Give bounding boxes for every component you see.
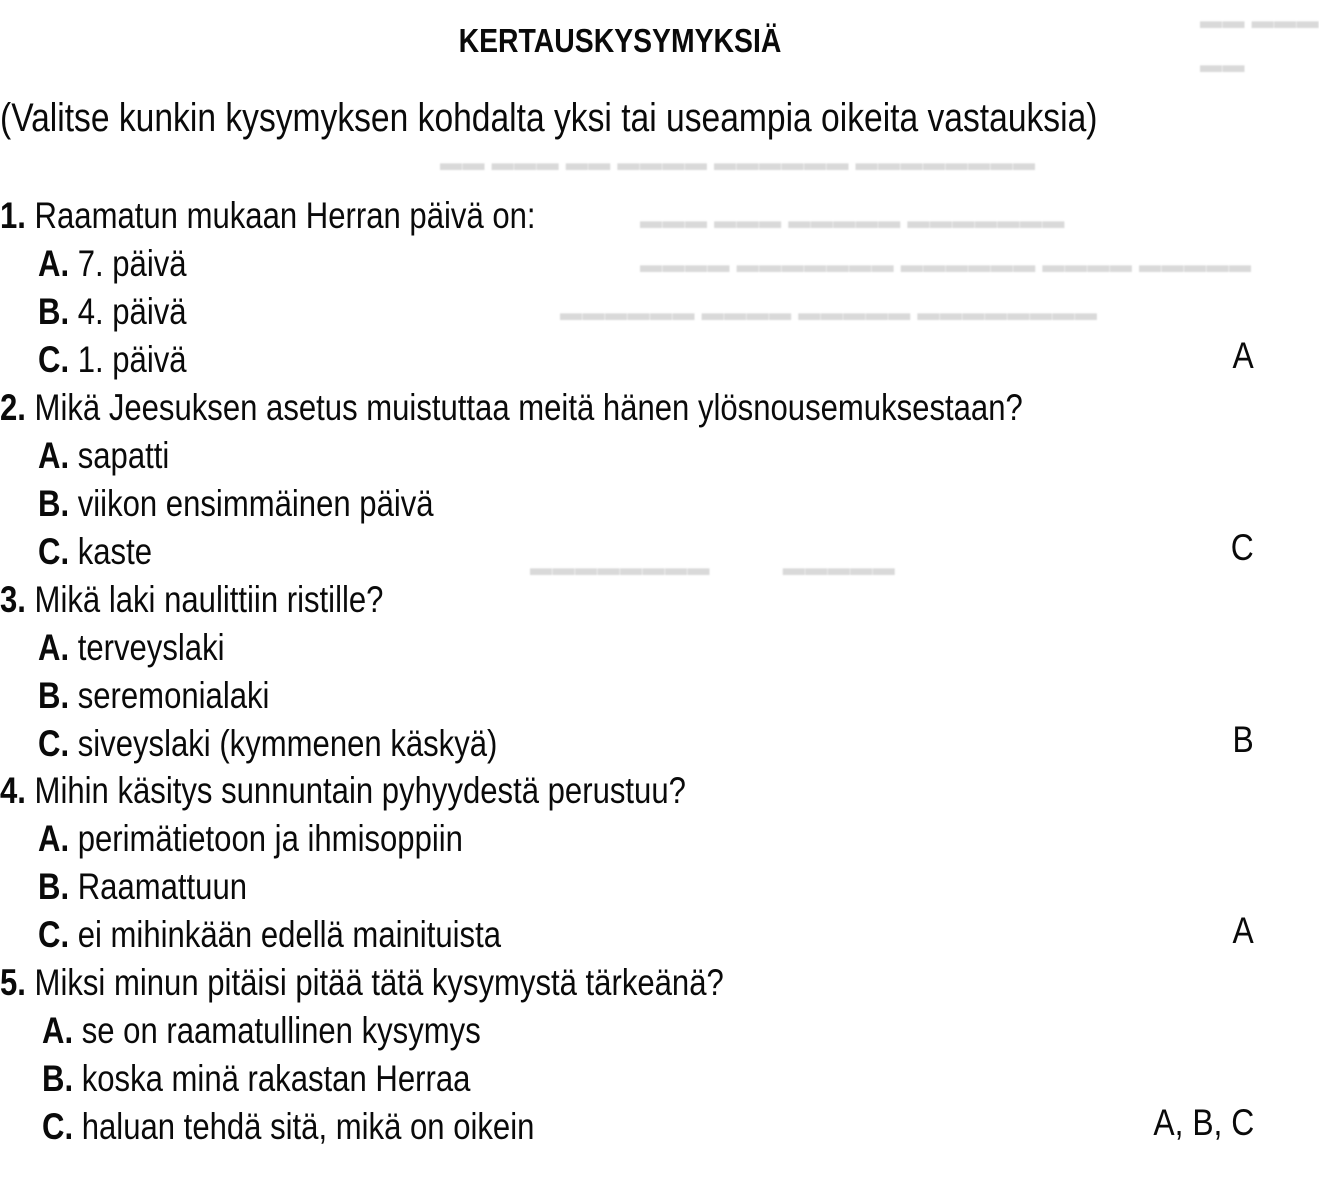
answer-2: C [1231,527,1254,568]
option-letter: C. [42,1106,74,1147]
option-text: viikon ensimmäinen päivä [77,483,434,524]
question-2 [0,384,1023,432]
option-letter: C. [38,723,70,764]
option-4b [38,863,247,911]
option-letter: A. [38,435,70,476]
question-3 [0,576,383,624]
option-letter: A. [38,627,70,668]
option-letter: B. [42,1058,74,1099]
option-4a [38,815,463,863]
option-text: terveyslaki [77,627,225,668]
bleed-through-mark: ▬▬▬▬▬▬ ▬▬▬▬ ▬▬▬▬▬ ▬▬▬▬▬▬▬▬ [560,300,1098,325]
bleed-through-mark: ▬▬ ▬▬▬ ▬▬ ▬▬▬▬ ▬▬▬▬▬▬ ▬▬▬▬▬▬▬▬ [440,150,1036,175]
option-2c [38,528,152,576]
option-text: koska minä rakastan Herraa [81,1058,471,1099]
question-number: 2. [0,387,26,428]
question-5 [0,959,724,1007]
option-text: seremonialaki [77,675,270,716]
option-letter: A. [38,818,70,859]
bleed-through-mark: ▬▬▬ ▬▬▬ ▬▬▬▬▬ ▬▬▬▬▬▬▬ [640,208,1065,233]
option-letter: B. [38,675,70,716]
answer-5: A, B, C [1153,1102,1254,1143]
option-3b [38,672,269,720]
option-letter: A. [42,1010,74,1051]
option-text: 1. päivä [77,339,187,380]
option-letter: C. [38,339,70,380]
option-2a [38,432,169,480]
option-letter: B. [38,866,70,907]
option-3c [38,720,497,768]
page-title: KERTAUSKYSYMYKSIÄ [458,22,782,59]
bleed-through-mark: ▬▬ [1200,52,1245,77]
option-text: se on raamatullinen kysymys [81,1010,481,1051]
option-letter: B. [38,483,70,524]
option-1c [38,336,187,384]
question-text: Raamatun mukaan Herran päivä on: [34,195,536,236]
question-number: 4. [0,770,26,811]
question-1 [0,192,536,240]
option-text: sapatti [77,435,170,476]
question-text: Mihin käsitys sunnuntain pyhyydestä perustuu? [34,770,686,811]
option-text: kaste [77,531,153,572]
instructions: (Valitse kunkin kysymyksen kohdalta yksi tai useampia oikeita vastauksia) [0,96,1098,140]
option-letter: C. [38,531,70,572]
option-2b [38,480,434,528]
question-text: Mikä laki naulittiin ristille? [34,579,384,620]
answer-1: A [1232,335,1254,376]
bleed-through-mark: ▬▬ ▬▬▬ [1200,8,1319,33]
bleed-through-mark: ▬▬▬▬ ▬▬▬▬▬▬▬ ▬▬▬▬▬▬ ▬▬▬▬ ▬▬▬▬▬ [640,252,1252,277]
option-letter: A. [38,243,70,284]
option-1a [38,240,187,288]
option-4c [38,911,501,959]
option-text: siveyslaki (kymmenen käskyä) [77,723,498,764]
option-text: 7. päivä [77,243,187,284]
option-5a [42,1007,481,1055]
answer-3: B [1232,719,1254,760]
option-text: perimätietoon ja ihmisoppiin [77,818,463,859]
option-text: haluan tehdä sitä, mikä on oikein [81,1106,535,1147]
question-number: 1. [0,195,26,236]
option-1b [38,288,187,336]
bleed-through-mark: ▬▬▬▬▬▬▬▬ ▬▬▬▬▬ [530,555,896,580]
option-3a [38,624,225,672]
question-number: 5. [0,962,26,1003]
answer-4: A [1232,910,1254,951]
question-number: 3. [0,579,26,620]
question-text: Miksi minun pitäisi pitää tätä kysymystä tärkeänä? [34,962,724,1003]
option-letter: C. [38,914,70,955]
question-text: Mikä Jeesuksen asetus muistuttaa meitä hänen ylösnousemuksestaan? [34,387,1023,428]
option-letter: B. [38,291,70,332]
option-text: 4. päivä [77,291,187,332]
question-4 [0,767,686,815]
option-5c [42,1103,534,1151]
option-text: Raamattuun [77,866,248,907]
option-text: ei mihinkään edellä mainituista [77,914,501,955]
option-5b [42,1055,470,1103]
